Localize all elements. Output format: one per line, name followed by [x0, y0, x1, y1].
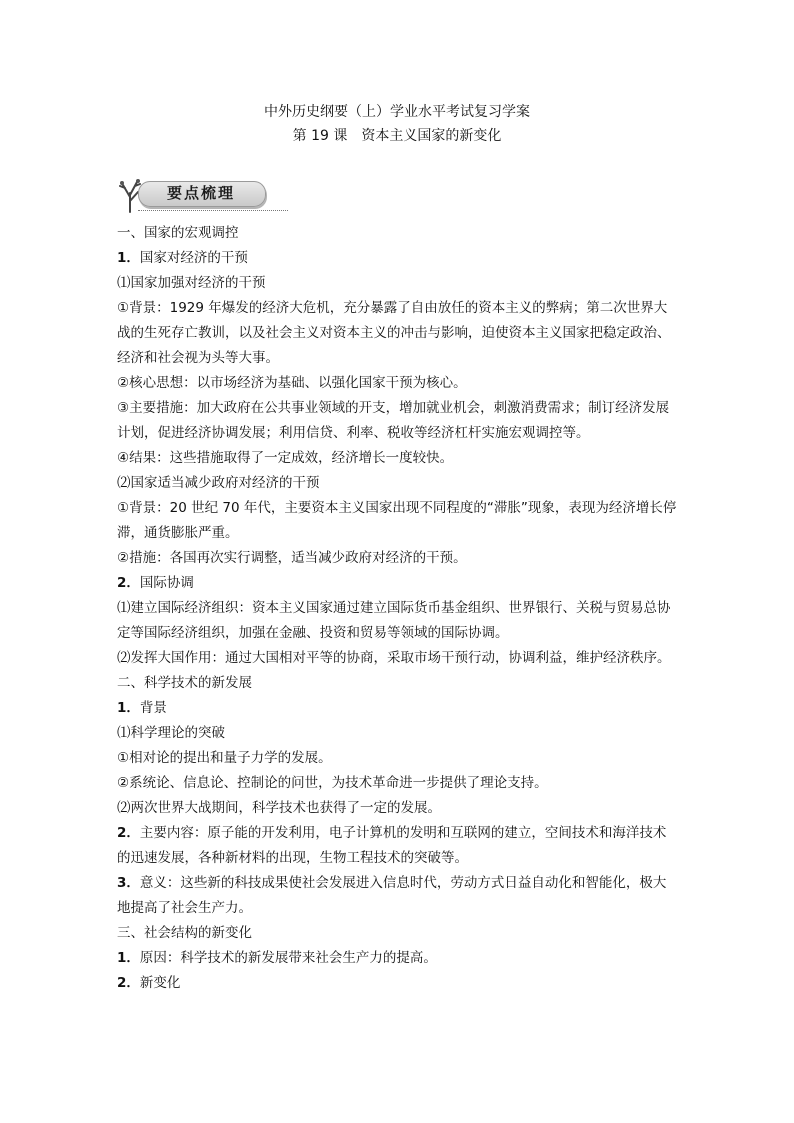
line-text: ②措施：各国再次实行调整，适当减少政府对经济的干预。 — [117, 550, 467, 566]
line-text: ②核心思想：以市场经济为基础、以强化国家干预为核心。 — [117, 375, 467, 391]
outline-line — [117, 246, 679, 271]
outline-line — [117, 496, 679, 546]
outline-line — [117, 271, 679, 296]
line-text: ④结果：这些措施取得了一定成效，经济增长一度较快。 — [117, 450, 454, 466]
line-text: ⑴科学理论的突破 — [117, 725, 225, 741]
line-text: 国家对经济的干预 — [139, 250, 248, 266]
line-text: 三、社会结构的新变化 — [117, 925, 252, 941]
section-banner — [116, 177, 274, 215]
title-block — [0, 100, 794, 148]
outline-line — [117, 371, 679, 396]
item-number: 3． — [117, 875, 140, 891]
outline-line — [117, 746, 679, 771]
item-number: 1． — [117, 950, 140, 966]
line-text: ③主要措施：加大政府在公共事业领域的开支，增加就业机会，刺激消费需求；制订经济发展计划，促进经济协调发展；利用信贷、利率、税收等经济杠杆实施宏观调控等。 — [117, 400, 670, 441]
outline-line — [117, 971, 679, 996]
outline-line — [117, 871, 679, 921]
outline-line — [117, 296, 679, 371]
line-text: ⑵两次世界大战期间，科学技术也获得了一定的发展。 — [117, 800, 441, 816]
line-text: ⑵国家适当减少政府对经济的干预 — [117, 475, 320, 491]
outline-line — [117, 771, 679, 796]
line-text: ⑵发挥大国作用：通过大国相对平等的协商，采取市场干预行动，协调利益，维护经济秩序。 — [117, 650, 671, 666]
outline-line — [117, 921, 679, 946]
line-text: ⑴国家加强对经济的干预 — [117, 275, 266, 291]
item-number: 2． — [117, 825, 140, 841]
outline-line — [117, 646, 679, 671]
outline-content — [117, 221, 679, 996]
item-number: 2． — [117, 975, 140, 991]
outline-line — [117, 396, 679, 446]
banner-label: 要点梳理 — [166, 184, 235, 202]
outline-line — [117, 721, 679, 746]
banner-dotted-rule — [138, 210, 288, 211]
line-text: ①背景：20 世纪 70 年代，主要资本主义国家出现不同程度的“滞胀”现象，表现为经济增长停滞，通货膨胀严重。 — [117, 500, 677, 541]
item-number: 2． — [117, 575, 140, 591]
line-text: 背景 — [139, 700, 167, 716]
line-text: ⑴建立国际经济组织：资本主义国家通过建立国际货币基金组织、世界银行、关税与贸易总协定等国际经济组织，加强在金融、投资和贸易等领域的国际协调。 — [117, 600, 671, 641]
outline-line — [117, 596, 679, 646]
outline-line — [117, 821, 679, 871]
line-text: 原因：科学技术的新发展带来社会生产力的提高。 — [139, 950, 437, 966]
line-text: 一、国家的宏观调控 — [117, 225, 239, 241]
outline-line — [117, 946, 679, 971]
outline-line — [117, 446, 679, 471]
outline-line — [117, 696, 679, 721]
line-text: ①背景：1929 年爆发的经济大危机，充分暴露了自由放任的资本主义的弊病；第二次世界大战的生死存亡教训，以及社会主义对资本主义的冲击与影响，迫使资本主义国家把稳定政治、经济和社会视为头等大事。 — [117, 300, 671, 366]
lesson-title: 第 19 课 资本主义国家的新变化 — [292, 128, 502, 144]
line-text: 国际协调 — [139, 575, 194, 591]
line-text: 主要内容：原子能的开发利用，电子计算机的发明和互联网的建立，空间技术和海洋技术的迅速发展，各种新材料的出现，生物工程技术的突破等。 — [117, 825, 667, 866]
outline-line — [117, 221, 679, 246]
line-text: 意义：这些新的科技成果使社会发展进入信息时代，劳动方式日益自动化和智能化，极大地提高了社会生产力。 — [117, 875, 667, 916]
outline-line — [117, 546, 679, 571]
item-number: 1． — [117, 700, 140, 716]
line-text: ①相对论的提出和量子力学的发展。 — [117, 750, 332, 766]
outline-line — [117, 796, 679, 821]
line-text: 新变化 — [139, 975, 181, 991]
outline-line — [117, 571, 679, 596]
outline-line — [117, 671, 679, 696]
outline-line — [117, 471, 679, 496]
document-title: 中外历史纲要（上）学业水平考试复习学案 — [264, 104, 530, 120]
line-text: ②系统论、信息论、控制论的问世，为技术革命进一步提供了理论支持。 — [117, 775, 548, 791]
item-number: 1． — [117, 250, 140, 266]
line-text: 二、科学技术的新发展 — [117, 675, 252, 691]
